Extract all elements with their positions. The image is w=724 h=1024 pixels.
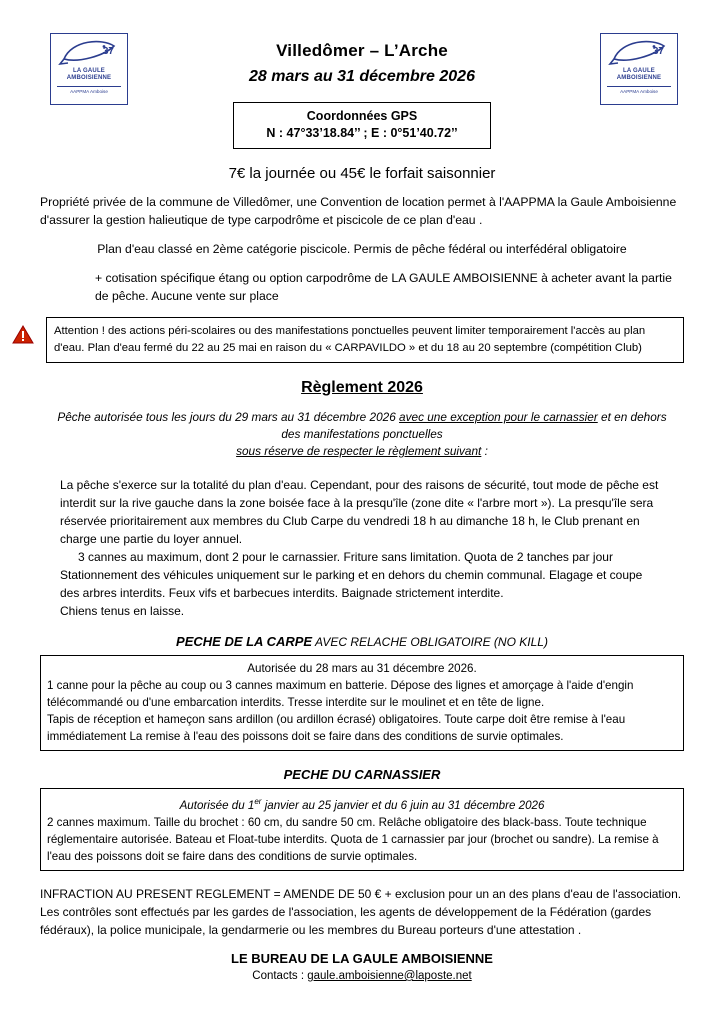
rules-lead-a: Pêche autorisée tous les jours du 29 mars au 31 décembre 2026 [57,410,400,424]
warning-box: Attention ! des actions péri-scolaires ou des manifestations ponctuelles peuvent limiter temporairement l'accès au plan d'eau. Plan d'eau fermé du 22 au 25 mai en raison du « CARPAVILDO » et du 18 au 20 septembre (compétition Club) [46,317,684,363]
rules-lead-c: et en dehors des manifestations ponctuelles [281,410,667,441]
intro-paragraph-1: Propriété privée de la commune de Villedômer, une Convention de location permet à l'AAPPMA la Gaule Amboisienne d'assurer la gestion halieutique de type carpodrôme et piscicole de ce plan d'eau . [40,195,677,227]
predator-rules-line2: 2 cannes maximum. Taille du brochet : 60 cm, du sandre 50 cm. Relâche obligatoire des black-bass. Toute technique réglementaire autorisée. Bateau et Float-tube interdits. Quota de 1 carnassier par jour (brochet ou sandre). La remise à l'eau des poissons doit se faire dans des conditions de survie optimales. [47,815,659,863]
gps-coordinates: N : 47°33’18.84’’ ; E : 0°51’40.72’’ [266,126,458,140]
carp-rules-line1: Autorisée du 28 mars au 31 décembre 2026. [247,662,477,675]
bureau-line: LE BUREAU DE LA GAULE AMBOISIENNE [231,950,493,966]
gps-box [233,102,491,149]
rules-lead-e: : [481,444,488,458]
carp-heading-main: PECHE DE LA CARPE [176,634,313,649]
contact-email-link[interactable]: gaule.amboisienne@laposte.net [307,969,472,982]
page-title: Villedômer – L’Arche [276,41,448,60]
carp-section-heading [0,634,724,649]
carp-rules-line2: 1 canne pour la pêche au coup ou 3 cannes maximum en batterie. Dépose des lignes et amorçage à l'aide d'engin télécommandé ou d'une embarcation interdits. Tresse interdite sur le moulinet et en tête de ligne. [47,679,634,709]
logo-number: 37 [652,46,664,57]
intro-paragraph-3: + cotisation spécifique étang ou option carpodrôme de LA GAULE AMBOISIENNE à acheter avant la partie de pêche. Aucune vente sur place [95,271,672,303]
page-subtitle: 28 mars au 31 décembre 2026 [249,68,475,85]
intro-paragraph-2: Plan d'eau classé en 2ème catégorie piscicole. Permis de pêche fédéral ou interfédéral obligatoire [97,242,627,256]
predator-rules-line1 [47,793,677,814]
price-line: 7€ la journée ou 45€ le forfait saisonnier [228,165,496,182]
warning-row [40,317,684,363]
logo-subtitle: AAPPMA Amboise [607,86,671,94]
carp-rules-line3: Tapis de réception et hameçon sans ardillon (ou ardillon écrasé) obligatoires. Toute carpe doit être remise à l'eau immédiatement La remise à l'eau des poissons doit se faire dans des conditions de survie optimales. [47,713,626,743]
rules-lead [48,409,676,460]
predator-dates-b: janvier au 25 janvier et du 6 juin au 31 décembre 2026 [261,798,545,812]
rules-title: Règlement 2026 [301,379,423,396]
rules-body-p2: 3 cannes au maximum, dont 2 pour le carnassier. Friture sans limitation. Quota de 2 tanches par jour Stationnement des véhicules uniquement sur le parking et en dehors du chemin communal. Elagage et coupe des arbres interdits. Feux vifs et barbecues interdits. Baignade strictement interdite. [60,550,643,600]
fish-icon [58,37,120,67]
predator-rules-box [40,788,684,871]
logo-left [50,33,128,105]
rules-lead-condition: sous réserve de respecter le règlement suivant [236,444,482,458]
predator-dates-a: Autorisée du 1 [179,798,255,812]
rules-body [60,476,664,620]
predator-dates-sup: er [254,797,262,806]
contacts-label: Contacts : [252,969,308,982]
carp-rules-box [40,655,684,751]
logo-right [600,33,678,105]
rules-body-p3: Chiens tenus en laisse. [60,604,185,618]
fish-icon [608,37,670,67]
logo-subtitle: AAPPMA Amboise [57,86,121,94]
predator-section-heading: PECHE DU CARNASSIER [283,767,441,782]
logo-name: LA GAULE AMBOISIENNE [616,68,662,81]
contacts-line [0,970,724,982]
gps-label: Coordonnées GPS [306,109,418,123]
logo-number: 37 [102,46,114,57]
logo-name: LA GAULE AMBOISIENNE [66,68,112,81]
rules-body-p1: La pêche s'exerce sur la totalité du plan d'eau. Cependant, pour des raisons de sécurité, tout mode de pêche est interdit sur la rive gauche dans la zone boisée face à la presqu'île (zone dite « l'arbre mort »). La presqu'île sera réservée prioritairement aux membres du Club Carpe du vendredi 18 h au dimanche 18 h, le Club prenant en charge une partie du loyer annuel. [60,478,659,546]
rules-lead-exception: avec une exception pour le carnassier [399,410,598,424]
infraction-paragraph: INFRACTION AU PRESENT REGLEMENT = AMENDE DE 50 € + exclusion pour un an des plans d'eau de l'association. Les contrôles sont effectués par les gardes de l'association, les agents de développement de la Fédération (gardes fédéraux), la police municipale, la gendarmerie ou les membres du Bureau porteurs d'une attestation . [40,886,682,937]
carp-heading-sub: AVEC RELACHE OBLIGATOIRE (NO KILL) [312,635,548,649]
warning-triangle-icon [12,325,34,344]
